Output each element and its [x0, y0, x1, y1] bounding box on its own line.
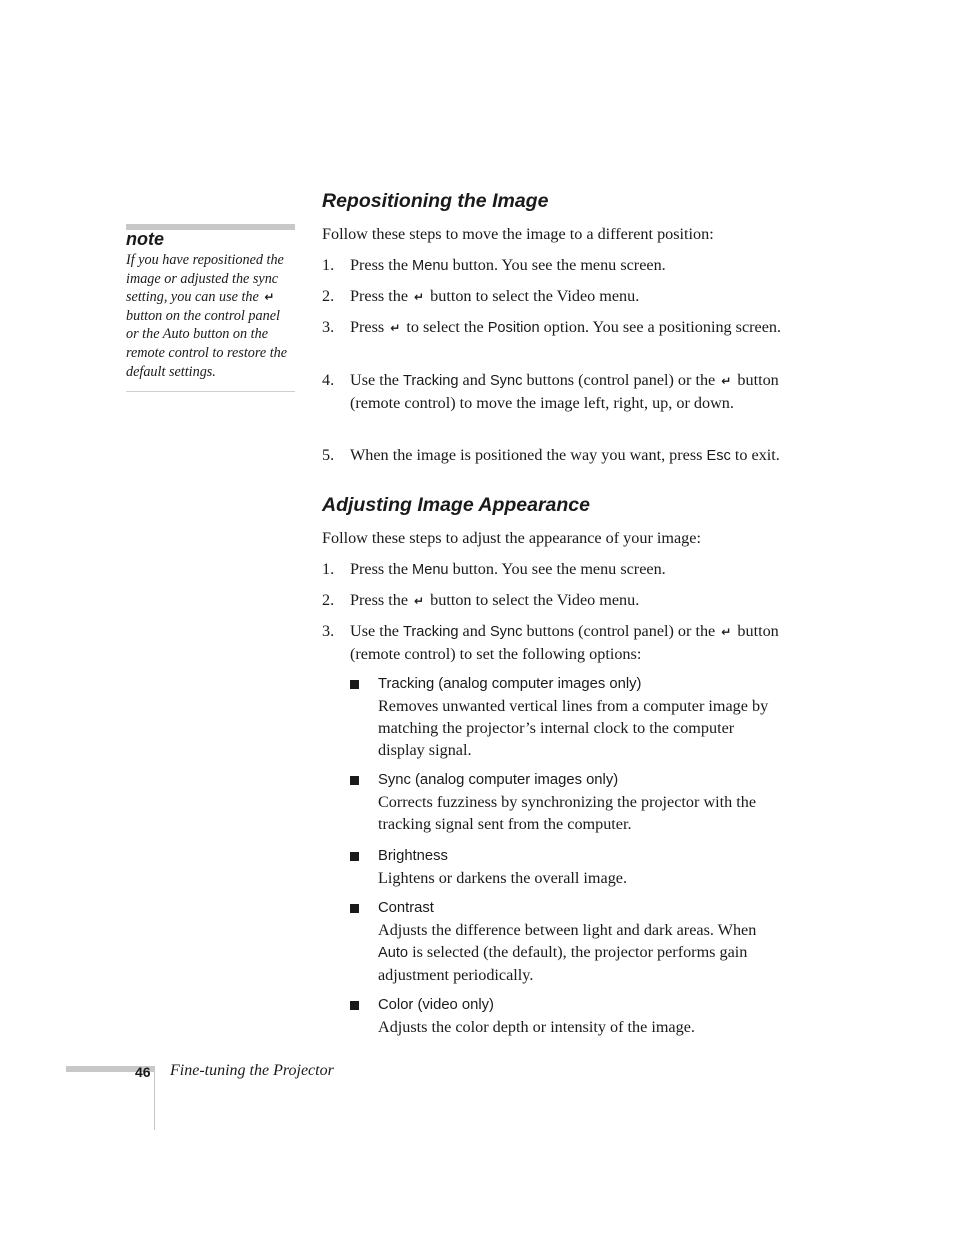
option-title: Brightness — [378, 848, 448, 864]
option-item — [350, 845, 780, 889]
option-text: Adjusts the difference between light and dark areas. When — [378, 921, 757, 939]
step-text: button (remote control) to set the following options: — [350, 622, 779, 663]
step-item — [322, 285, 792, 308]
step-text: to exit. — [734, 446, 780, 464]
option-item — [350, 994, 780, 1038]
bullet-square-icon — [350, 904, 359, 913]
step-item — [322, 589, 792, 612]
page-number: 46 — [135, 1064, 151, 1080]
note-text-part: If you have repositioned the image or adjusted the sync setting, you can use the — [126, 252, 284, 306]
step-text: button (remote control) to move the image left, right, up, or down. — [350, 371, 779, 412]
step-item — [322, 316, 792, 339]
key-label: Position — [487, 320, 540, 336]
key-label: Tracking — [403, 624, 459, 640]
step-text: and — [462, 622, 486, 640]
option-title: Tracking (analog computer images only) — [378, 676, 642, 692]
step-text: button to select the Video menu. — [430, 287, 640, 305]
option-item — [350, 769, 780, 835]
key-label: Sync — [489, 624, 523, 640]
enter-arrow-icon: ↵ — [264, 290, 275, 305]
step-number: 5. — [322, 446, 335, 464]
step-number: 4. — [322, 371, 335, 389]
step-text: Use the — [350, 371, 399, 389]
step-item — [322, 254, 792, 277]
footer-vertical-rule — [154, 1066, 155, 1130]
key-label: Esc — [706, 448, 731, 464]
step-text: and — [462, 371, 486, 389]
step-number: 3. — [322, 622, 335, 640]
option-item — [350, 673, 780, 761]
step-item — [322, 369, 792, 414]
step-text: buttons (control panel) or the — [526, 622, 716, 640]
key-label: Tracking — [403, 373, 459, 389]
step-item — [322, 558, 792, 581]
note-text-part: button on the control panel or the Auto button on the remote control to restore the default settings. — [126, 307, 288, 380]
key-label: Auto — [378, 945, 409, 961]
step-text: buttons (control panel) or the — [526, 371, 716, 389]
option-title: Color (video only) — [378, 997, 494, 1013]
step-text: Press the — [350, 256, 408, 274]
step-text: button. You see the menu screen. — [452, 560, 666, 578]
enter-arrow-icon: ↵ — [721, 374, 732, 388]
step-text: When the image is positioned the way you want, press — [350, 446, 703, 464]
option-description: Removes unwanted vertical lines from a computer image by matching the projector’s internal clock to the computer display signal. — [378, 697, 769, 759]
option-description: Lightens or darkens the overall image. — [378, 869, 628, 887]
option-title: Contrast — [378, 900, 434, 916]
note-bottom-rule — [126, 391, 295, 392]
section-intro: Follow these steps to adjust the appearance of your image: — [322, 529, 701, 547]
enter-arrow-icon: ↵ — [414, 594, 425, 608]
step-text: Press the — [350, 287, 408, 305]
enter-arrow-icon: ↵ — [414, 290, 425, 304]
key-label: Menu — [412, 258, 449, 274]
step-number: 2. — [322, 591, 335, 609]
step-text: button to select the Video menu. — [430, 591, 640, 609]
step-item — [322, 620, 792, 665]
key-label: Sync — [489, 373, 523, 389]
option-item — [350, 897, 780, 986]
step-text: Press — [350, 318, 385, 336]
section-intro: Follow these steps to move the image to a different position: — [322, 225, 714, 243]
step-text: to select the — [406, 318, 484, 336]
step-number: 1. — [322, 560, 335, 578]
section-heading-repositioning: Repositioning the Image — [322, 190, 549, 212]
step-item — [322, 444, 792, 467]
bullet-square-icon — [350, 852, 359, 861]
enter-arrow-icon: ↵ — [721, 625, 732, 639]
step-number: 1. — [322, 256, 335, 274]
step-text: Press the — [350, 560, 408, 578]
step-text: Press the — [350, 591, 408, 609]
note-text — [126, 251, 296, 381]
note-title: note — [126, 229, 164, 249]
option-text: is selected (the default), the projector performs gain adjustment periodically. — [378, 943, 748, 984]
option-description: Corrects fuzziness by synchronizing the projector with the tracking signal sent from the computer. — [378, 793, 757, 833]
option-description — [378, 919, 780, 986]
footer-title: Fine-tuning the Projector — [170, 1062, 334, 1079]
step-text: option. You see a positioning screen. — [543, 318, 782, 336]
step-number: 2. — [322, 287, 335, 305]
step-text: button. You see the menu screen. — [452, 256, 666, 274]
section-heading-adjusting: Adjusting Image Appearance — [322, 494, 591, 516]
enter-arrow-icon: ↵ — [390, 321, 401, 335]
bullet-square-icon — [350, 680, 359, 689]
bullet-square-icon — [350, 776, 359, 785]
option-description: Adjusts the color depth or intensity of the image. — [378, 1018, 695, 1036]
key-label: Menu — [412, 562, 449, 578]
step-number: 3. — [322, 318, 335, 336]
bullet-square-icon — [350, 1001, 359, 1010]
step-text: Use the — [350, 622, 399, 640]
option-title: Sync (analog computer images only) — [378, 772, 619, 788]
